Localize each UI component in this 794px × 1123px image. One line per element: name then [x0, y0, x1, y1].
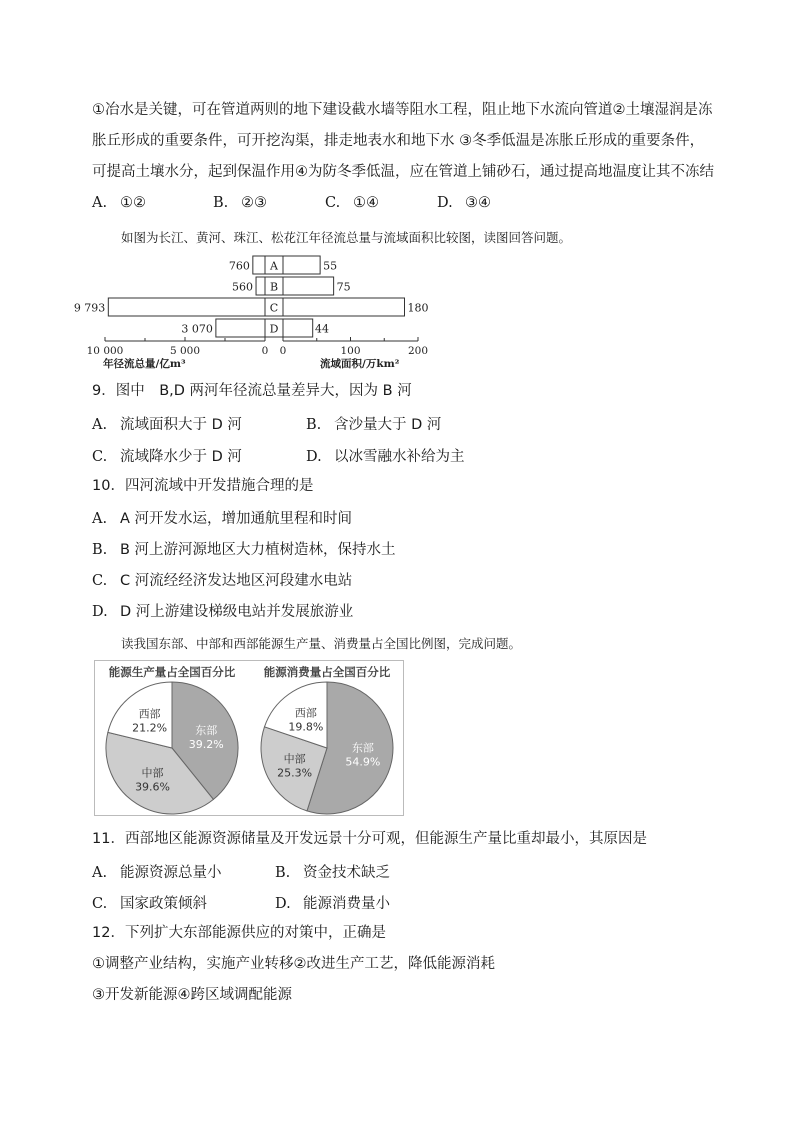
pie-slice-value: 19.8%: [288, 720, 324, 734]
q11-option-d: D. 能源消费量小: [275, 896, 390, 912]
river-comparison-bar-chart: [73, 250, 435, 370]
right-tick-label: 0: [279, 345, 287, 357]
category-label: A: [270, 259, 278, 273]
area-bar: [283, 277, 334, 295]
paragraph-line: 可提高土壤水分，起到保温作用④为防冬季低温，应在管道上铺砂石，通过提高地温度让其不冻结: [92, 164, 714, 180]
left-axis-label: 年径流总量/亿m³: [103, 358, 186, 370]
intro-text: 读我国东部、中部和西部能源生产量、消费量占全国比例图，完成问题。: [121, 636, 522, 651]
q9-option-b: B. 含沙量大于 D 河: [306, 417, 442, 433]
option-c: C. ①④: [325, 195, 379, 211]
category-label: B: [269, 280, 279, 294]
area-value-label: 44: [315, 322, 329, 336]
area-bar: [283, 256, 320, 274]
intro-text: 如图为长江、黄河、珠江、松花江年径流总量与流域面积比较图，读图回答问题。: [121, 230, 572, 245]
q9-option-c: C. 流域降水少于 D 河: [92, 449, 242, 465]
area-value-label: 75: [336, 280, 351, 294]
question-9-stem: 9．图中 B,D 两河年径流总量差异大，因为 B 河: [92, 383, 412, 399]
category-label: D: [269, 322, 279, 336]
left-tick-label: 5 000: [169, 345, 201, 357]
q10-option-c: C. C 河流经经济发达地区河段建水电站: [92, 573, 353, 589]
right-axis-label: 流域面积/万km²: [320, 358, 400, 370]
option-a: A. ①②: [92, 195, 146, 211]
q11-option-b: B. 资金技术缺乏: [275, 865, 390, 881]
q9-option-a: A. 流域面积大于 D 河: [92, 417, 242, 433]
area-bar: [283, 319, 313, 337]
runoff-bar: [253, 256, 265, 274]
pie-slice-value: 21.2%: [132, 721, 168, 735]
runoff-value-label: 560: [232, 280, 254, 294]
energy-pie-charts: [94, 660, 404, 816]
pie-title: 能源生产量占全国百分比: [108, 665, 236, 679]
option-b: B. ②③: [213, 195, 267, 211]
pie-title: 能源消费量占全国百分比: [263, 665, 391, 679]
pie-slice-value: 39.6%: [135, 780, 171, 794]
right-tick-label: 100: [340, 345, 361, 357]
left-tick-label: 10 000: [86, 345, 124, 357]
right-tick-label: 200: [407, 345, 429, 357]
area-value-label: 55: [323, 259, 338, 273]
q9-option-d: D. 以冰雪融水补给为主: [306, 449, 465, 465]
question-11-stem: 11．西部地区能源资源储量及开发远景十分可观，但能源生产量比重却最小，其原因是: [92, 831, 647, 847]
pie-slice-value: 39.2%: [188, 737, 224, 751]
q10-option-d: D. D 河上游建设梯级电站并发展旅游业: [92, 604, 354, 620]
runoff-value-label: 9 793: [73, 301, 106, 315]
q10-option-a: A. A 河开发水运，增加通航里程和时间: [92, 511, 353, 527]
q11-option-a: A. 能源资源总量小: [92, 865, 222, 881]
runoff-bar: [108, 298, 265, 316]
pie-slice-name: 西部: [294, 706, 317, 720]
question-10-stem: 10．四河流域中开发措施合理的是: [92, 478, 314, 494]
runoff-value-label: 3 070: [181, 322, 213, 336]
question-12-stem: 12．下列扩大东部能源供应的对策中，正确是: [92, 925, 386, 941]
category-label: C: [269, 301, 279, 315]
q12-statement-line: ①调整产业结构，实施产业转移②改进生产工艺，降低能源消耗: [92, 956, 495, 972]
runoff-bar: [216, 319, 265, 337]
pie-slice-name: 东部: [351, 741, 374, 755]
runoff-bar: [256, 277, 265, 295]
pie-slice-name: 中部: [283, 752, 306, 766]
paragraph-line: 胀丘形成的重要条件，可开挖沟渠，排走地表水和地下水 ③冬季低温是冻胀丘形成的重要条件，: [92, 133, 705, 149]
pie-slice-name: 西部: [138, 707, 161, 721]
pie-slice-value: 25.3%: [277, 766, 313, 780]
q12-statement-line: ③开发新能源④跨区域调配能源: [92, 987, 292, 1003]
area-bar: [283, 298, 405, 316]
area-value-label: 180: [407, 301, 429, 315]
q10-option-b: B. B 河上游河源地区大力植树造林，保持水土: [92, 542, 396, 558]
paragraph-line: ①冶水是关键，可在管道两则的地下建设截水墙等阻水工程，阻止地下水流向管道②土壤湿润是冻: [92, 102, 713, 118]
pie-slice-name: 东部: [195, 723, 218, 737]
pie-slice-name: 中部: [141, 766, 164, 780]
option-d: D. ③④: [437, 195, 491, 211]
q11-option-c: C. 国家政策倾斜: [92, 896, 207, 912]
left-tick-label: 0: [261, 345, 269, 357]
runoff-value-label: 760: [228, 259, 250, 273]
pie-slice-value: 54.9%: [345, 755, 381, 769]
